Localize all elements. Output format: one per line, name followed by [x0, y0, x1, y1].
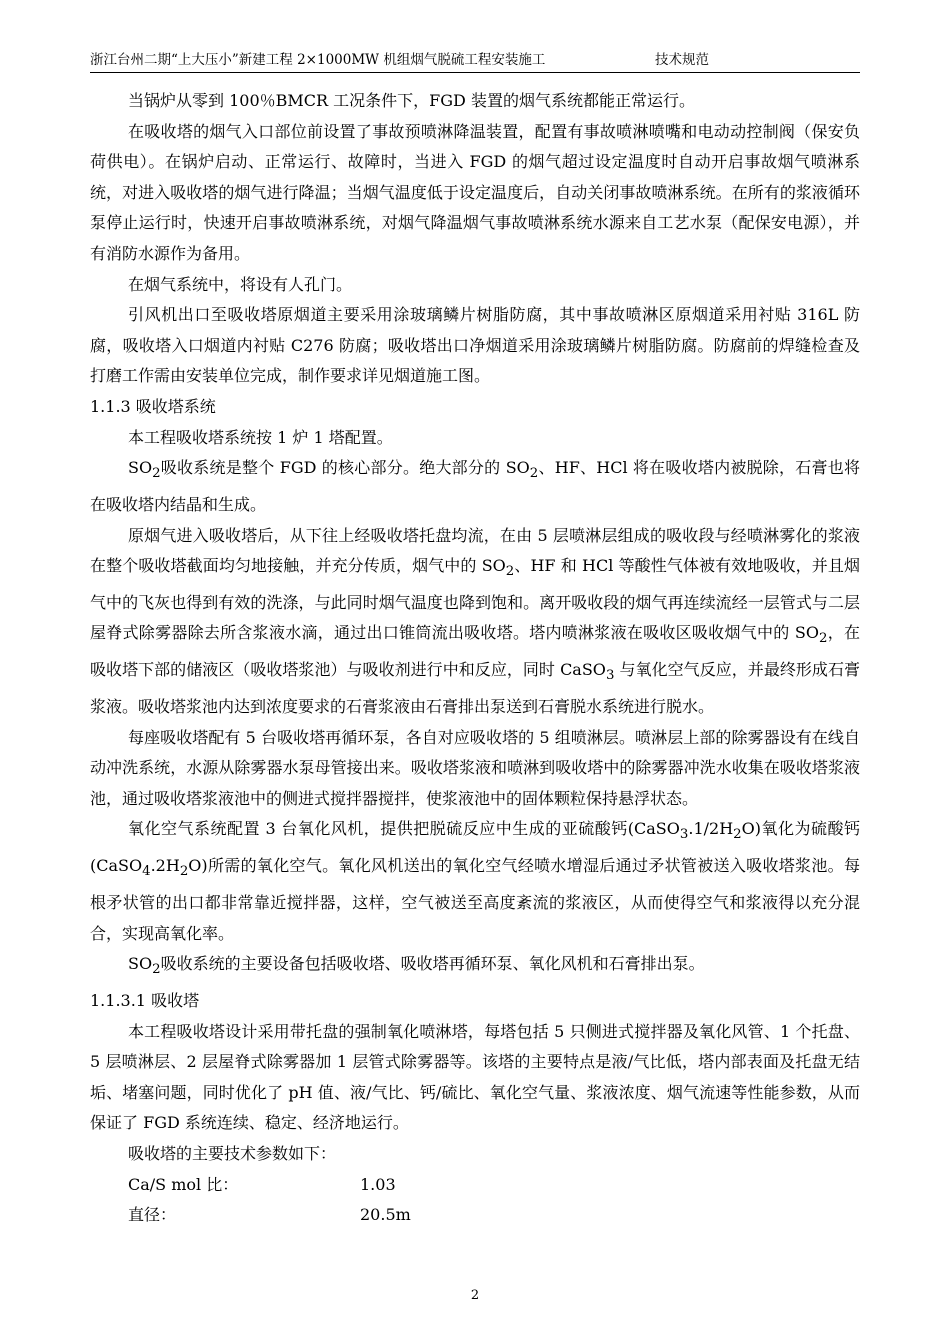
paragraph: 在烟气系统中，将设有人孔门。 — [128, 274, 353, 294]
paragraph: 在吸收塔的烟气入口部位前设置了事故预喷淋降温装置，配置有事故喷淋喷嘴和电动动控制阀（保安负荷供电）。在锅炉启动、正常运行、故障时，当进入 FGD 的烟气超过设定温度时自动开启事故烟气喷淋系统，对进入吸收塔的烟气进行降温；当烟气温度低于设定温度后，自动关闭事故喷淋系统。在所有的浆液循环泵停止运行时，快速开启事故喷淋系统，对烟气降温烟气事故喷淋系统水源来自工艺水泵（配保安电源），并有消防水源作为备用。 — [90, 121, 860, 263]
paragraph: 本工程吸收塔设计采用带托盘的强制氧化喷淋塔，每塔包括 5 只侧进式搅拌器及氧化风管、1 个托盘、5 层喷淋层、2 层屋脊式除雾器加 1 层管式除雾器等。该塔的主要特点是液/气比低，塔内部表面及托盘无结垢、堵塞问题，同时优化了 pH 值、液/气比、钙/硫比、氧化空气量、浆液浓度、烟气流速等性能参数，从而保证了 FGD 系统连续、稳定、经济地运行。 — [90, 1021, 860, 1133]
paragraph: 氧化空气系统配置 3 台氧化风机，提供把脱硫反应中生成的亚硫酸钙$(CaSO_3.1/2H_2O)$氧化为硫酸钙$(CaSO_4.2H_2O)$所需的氧化空气。氧化风机送出的氧化空气经喷水增湿后通过矛状管被送入吸收塔浆池。每根矛状管的出口都非常靠近搅拌器，这样，空气被送至高度紊流的浆液区，从而使得空气和浆液得以充分混合，实现高氧化率。 — [90, 819, 860, 943]
parameter-value: 20.5m — [360, 1205, 411, 1225]
paragraph: 本工程吸收塔系统按 1 炉 1 塔配置。 — [128, 427, 393, 447]
paragraph: $SO_2$吸收系统的主要设备包括吸收塔、吸收塔再循环泵、氧化风机和石膏排出泵。 — [128, 954, 705, 978]
section-heading: 1.1.3 吸收塔系统 — [90, 396, 216, 416]
paragraph: 原烟气进入吸收塔后，从下往上经吸收塔托盘均流，在由 5 层喷淋层组成的吸收段与经喷淋雾化的浆液在整个吸收塔截面均匀地接触，并充分传质，烟气中的 $SO_2$、HF 和 HCl 等酸性气体被有效地吸收，并且烟气中的飞灰也得到有效的洗涤，与此同时烟气温度也降到饱和。离开吸收段的烟气再连续流经一层管式与二层屋脊式除雾器除去所含浆液水滴，通过出口锥筒流出吸收塔。塔内喷淋浆液在吸收区吸收烟气中的 $SO_2$，在吸收塔下部的储液区（吸收塔浆池）与吸收剂进行中和反应，同时 CaSO$_3$ 与氧化空气反应，并最终形成石膏浆液。吸收塔浆池内达到浓度要求的石膏浆液由石膏排出泵送到石膏脱水系统进行脱水。 — [90, 525, 860, 717]
paragraph: 引风机出口至吸收塔原烟道主要采用涂玻璃鳞片树脂防腐，其中事故喷淋区原烟道采用衬贴 316L 防腐，吸收塔入口烟道内衬贴 C276 防腐；吸收塔出口净烟道采用涂玻璃鳞片树脂防腐。防腐前的焊缝检查及打磨工作需由安装单位完成，制作要求详见烟道施工图。 — [90, 305, 860, 386]
parameter-name: 直径： — [128, 1205, 177, 1225]
subsection-heading: 1.1.3.1 吸收塔 — [90, 990, 200, 1010]
page-number: 2 — [470, 1288, 480, 1303]
parameter-row — [90, 1200, 860, 1231]
page-header — [90, 50, 860, 73]
header-spec-label: 技术规范 — [655, 52, 709, 68]
paragraph: 当锅炉从零到 100％BMCR 工况条件下，FGD 装置的烟气系统都能正常运行。 — [128, 91, 695, 110]
paragraph: 每座吸收塔配有 5 台吸收塔再循环泵，各自对应吸收塔的 5 组喷淋层。喷淋层上部的除雾器设有在线自动冲洗系统，水源从除雾器水泵母管接出来。吸收塔浆液和喷淋到吸收塔中的除雾器冲洗水收集在吸收塔浆液池，通过吸收塔浆液池中的侧进式搅拌器搅拌，使浆液池中的固体颗粒保持悬浮状态。 — [90, 727, 860, 808]
paragraph: 吸收塔的主要技术参数如下： — [128, 1143, 337, 1163]
header-title: 浙江台州二期“上大压小”新建工程 2×1000MW 机组烟气脱硫工程安装施工 — [90, 52, 546, 68]
paragraph: $SO_2$吸收系统是整个 FGD 的核心部分。绝大部分的 $SO_2$、HF、HCl 将在吸收塔内被脱除，石膏也将在吸收塔内结晶和生成。 — [90, 458, 860, 514]
document-body — [90, 86, 860, 1231]
parameter-value: 1.03 — [360, 1174, 396, 1194]
parameter-name: Ca/S mol 比： — [128, 1174, 239, 1194]
parameter-row — [90, 1170, 860, 1201]
